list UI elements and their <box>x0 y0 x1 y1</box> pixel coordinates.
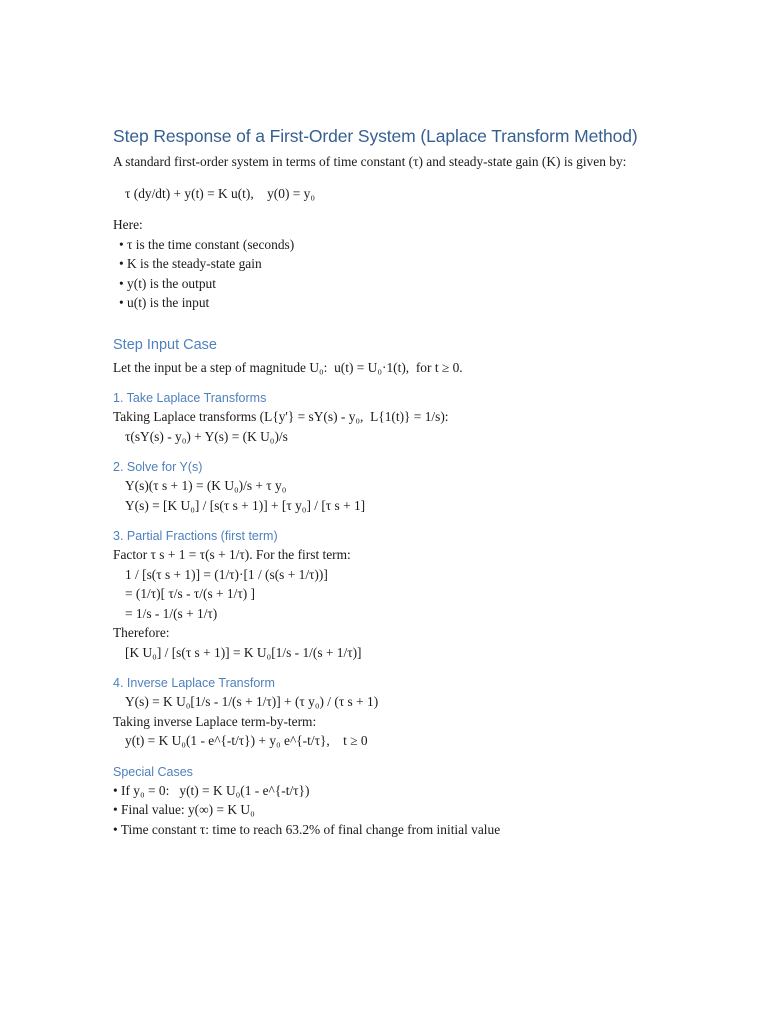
definition-item: • K is the steady-state gain <box>119 256 262 271</box>
here-label: Here: <box>113 217 143 232</box>
section-3-heading: 3. Partial Fractions (first term) <box>113 529 278 543</box>
intro-paragraph: A standard first-order system in terms of time constant (τ) and steady-state gain (K) is given by: <box>113 154 627 169</box>
section-4-equation-1: Y(s) = K U₀[1/s - 1/(s + 1/τ)] + (τ y₀) / (τ s + 1) <box>125 694 379 709</box>
step-intro: Let the input be a step of magnitude U₀: u(t) = U₀·1(t), for t ≥ 0. <box>113 359 463 375</box>
document-title: Step Response of a First-Order System (Laplace Transform Method) <box>113 126 638 146</box>
section-3-text: Factor τ s + 1 = τ(s + 1/τ). For the first term: <box>113 547 351 562</box>
section-2-equation-2: Y(s) = [K U₀] / [s(τ s + 1)] + [τ y₀] / [τ s + 1] <box>125 497 366 513</box>
special-cases-heading: Special Cases <box>113 764 193 779</box>
section-1-text: Taking Laplace transforms (L{y'} = sY(s) - y₀, L{1(t)} = 1/s): <box>113 409 449 424</box>
section-2-equation-1: Y(s)(τ s + 1) = (K U₀)/s + τ y₀ <box>125 478 287 493</box>
section-1-heading: 1. Take Laplace Transforms <box>113 391 267 405</box>
definition-item: • τ is the time constant (seconds) <box>119 236 295 252</box>
section-1-equation: τ(sY(s) - y₀) + Y(s) = (K U₀)/s <box>125 428 288 444</box>
document-page <box>113 124 653 839</box>
therefore-label: Therefore: <box>113 625 170 640</box>
section-4-equation-2: y(t) = K U₀(1 - e^{-t/τ}) + y₀ e^{-t/τ}, t ≥ 0 <box>125 733 368 748</box>
section-3-equation-3: = 1/s - 1/(s + 1/τ) <box>125 605 218 621</box>
main-equation: τ (dy/dt) + y(t) = K u(t), y(0) = y₀ <box>125 185 316 201</box>
definition-item: • y(t) is the output <box>119 275 216 291</box>
section-3-equation-1: 1 / [s(τ s + 1)] = (1/τ)·[1 / (s(s + 1/τ))] <box>125 566 328 582</box>
section-3-equation-4: [K U₀] / [s(τ s + 1)] = K U₀[1/s - 1/(s + 1/τ)] <box>125 644 362 660</box>
step-input-heading: Step Input Case <box>113 336 217 353</box>
special-case-item: • Time constant τ: time to reach 63.2% of final change from initial value <box>113 821 501 837</box>
section-4-heading: 4. Inverse Laplace Transform <box>113 676 275 690</box>
section-2-heading: 2. Solve for Y(s) <box>113 460 203 474</box>
special-case-item: • If y₀ = 0: y(t) = K U₀(1 - e^{-t/τ}) <box>113 782 310 798</box>
section-3-equation-2: = (1/τ)[ τ/s - τ/(s + 1/τ) ] <box>125 586 255 601</box>
special-case-item: • Final value: y(∞) = K U₀ <box>113 802 255 817</box>
section-4-text: Taking inverse Laplace term-by-term: <box>113 713 317 729</box>
definition-item: • u(t) is the input <box>119 295 210 310</box>
